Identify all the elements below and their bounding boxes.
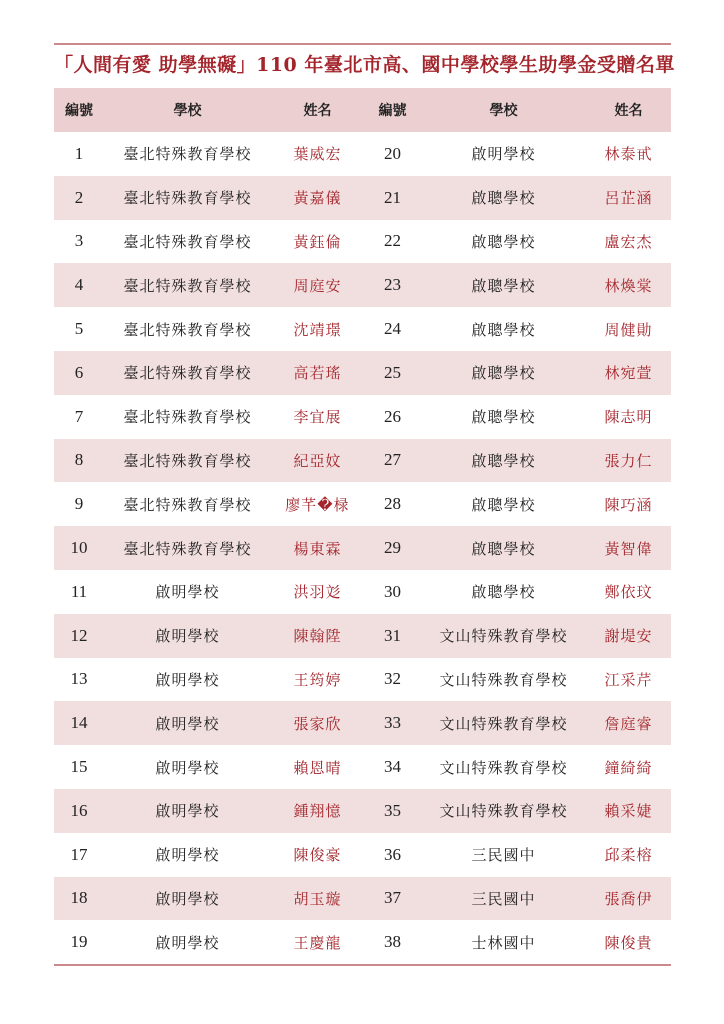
cell-school-right: 啟聰學校 [471, 495, 536, 514]
cell-name-left: 廖芊�椂 [285, 495, 350, 514]
cell-name-left: 黃鈺倫 [293, 232, 342, 251]
cell-name-left: 楊東霖 [293, 539, 342, 558]
cell-name-left: 沈靖璟 [293, 320, 342, 339]
cell-number-right: 22 [384, 231, 401, 251]
cell-number-right: 32 [384, 669, 401, 689]
table-row [54, 877, 671, 921]
cell-number-right: 28 [384, 494, 401, 514]
cell-number-left: 2 [74, 187, 84, 207]
cell-number-left: 13 [70, 669, 88, 689]
cell-school-right: 啟聰學校 [471, 364, 536, 383]
table-row [54, 920, 671, 964]
cell-number-left: 12 [70, 625, 88, 645]
header-number-right: 編號 [378, 103, 407, 119]
cell-name-right: 陳志明 [604, 408, 653, 427]
header-name-right: 姓名 [614, 103, 643, 119]
table-row [54, 658, 671, 702]
cell-name-right: 呂芷涵 [604, 189, 653, 208]
table-row [54, 526, 671, 570]
cell-school-right: 文山特殊教育學校 [439, 714, 568, 733]
table-row [54, 745, 671, 789]
cell-school-left: 啟明學校 [155, 846, 220, 865]
cell-name-left: 周庭安 [293, 276, 342, 295]
cell-school-left: 臺北特殊教育學校 [123, 408, 252, 427]
cell-number-right: 38 [384, 932, 401, 952]
cell-name-left: 陳翰陞 [293, 627, 342, 646]
table-row [54, 263, 671, 307]
cell-number-left: 6 [74, 362, 84, 382]
cell-number-right: 30 [384, 581, 401, 601]
cell-name-left: 鍾翔憶 [293, 802, 342, 821]
cell-name-right: 鄭依玟 [604, 583, 653, 602]
cell-number-left: 5 [74, 319, 84, 339]
table-body [54, 132, 671, 964]
cell-name-left: 張家欣 [293, 714, 342, 733]
table-header [54, 88, 671, 132]
header-name-left: 姓名 [303, 103, 332, 119]
cell-number-left: 16 [70, 800, 88, 820]
table-row [54, 132, 671, 176]
cell-school-right: 啟聰學校 [471, 276, 536, 295]
cell-number-left: 17 [70, 844, 88, 864]
table-row [54, 570, 671, 614]
cell-number-left: 4 [74, 275, 84, 295]
header-school-left: 學校 [173, 103, 202, 119]
cell-name-right: 鐘綺綺 [604, 758, 653, 777]
cell-school-right: 啟聰學校 [471, 232, 536, 251]
header-school-right: 學校 [489, 103, 518, 119]
cell-name-left: 洪羽彣 [293, 583, 342, 602]
cell-school-right: 文山特殊教育學校 [439, 758, 568, 777]
cell-number-right: 25 [384, 362, 401, 382]
cell-name-right: 周健勛 [604, 320, 653, 339]
cell-number-left: 15 [70, 757, 88, 777]
cell-name-right: 江采芹 [604, 670, 653, 689]
cell-number-right: 33 [384, 713, 401, 733]
cell-number-right: 21 [384, 187, 401, 207]
table-row [54, 789, 671, 833]
cell-school-right: 文山特殊教育學校 [439, 802, 568, 821]
cell-name-right: 詹庭睿 [604, 714, 653, 733]
cell-school-left: 啟明學校 [155, 758, 220, 777]
bottom-rule [54, 964, 671, 966]
table-row [54, 307, 671, 351]
cell-number-right: 31 [384, 625, 401, 645]
table-row [54, 351, 671, 395]
cell-school-left: 啟明學校 [155, 670, 220, 689]
table-row [54, 614, 671, 658]
cell-number-left: 8 [74, 450, 84, 470]
cell-name-left: 王慶龍 [293, 933, 342, 952]
table-row [54, 701, 671, 745]
cell-number-right: 24 [384, 319, 401, 339]
cell-name-left: 胡玉璇 [293, 889, 342, 908]
cell-name-right: 黃智偉 [604, 539, 653, 558]
cell-number-left: 9 [74, 494, 84, 514]
cell-number-left: 11 [70, 581, 88, 601]
cell-number-right: 36 [384, 844, 401, 864]
table-row [54, 482, 671, 526]
cell-number-right: 29 [384, 538, 401, 558]
cell-number-left: 3 [74, 231, 84, 251]
table-row [54, 220, 671, 264]
cell-school-left: 啟明學校 [155, 583, 220, 602]
cell-school-right: 啟明學校 [471, 145, 536, 164]
cell-name-left: 高若瑤 [293, 364, 342, 383]
cell-school-left: 啟明學校 [155, 627, 220, 646]
cell-number-left: 18 [70, 888, 88, 908]
cell-school-left: 臺北特殊教育學校 [123, 145, 252, 164]
cell-school-right: 啟聰學校 [471, 583, 536, 602]
cell-school-right: 啟聰學校 [471, 408, 536, 427]
table-row [54, 395, 671, 439]
header-row [54, 88, 671, 132]
cell-school-right: 文山特殊教育學校 [439, 627, 568, 646]
page-title: 「人間有愛 助學無礙」110 年臺北市高、國中學校學生助學金受贈名單 [54, 54, 675, 76]
cell-number-right: 34 [384, 757, 401, 777]
cell-school-right: 三民國中 [471, 889, 536, 908]
cell-name-left: 黃嘉儀 [293, 189, 342, 208]
cell-name-right: 林煥棠 [604, 276, 653, 295]
cell-school-left: 臺北特殊教育學校 [123, 451, 252, 470]
cell-name-right: 林宛萱 [604, 364, 653, 383]
cell-name-right: 林泰甙 [604, 145, 653, 164]
cell-number-left: 14 [70, 713, 88, 733]
cell-school-left: 臺北特殊教育學校 [123, 364, 252, 383]
cell-number-left: 1 [74, 143, 84, 163]
cell-school-right: 文山特殊教育學校 [439, 670, 568, 689]
table-row [54, 439, 671, 483]
table-row [54, 833, 671, 877]
cell-school-left: 臺北特殊教育學校 [123, 276, 252, 295]
cell-name-right: 賴采婕 [604, 802, 653, 821]
cell-name-left: 陳俊豪 [293, 846, 342, 865]
cell-name-right: 張力仁 [604, 451, 653, 470]
cell-number-right: 20 [384, 143, 401, 163]
cell-number-right: 23 [384, 275, 401, 295]
cell-school-right: 三民國中 [471, 846, 536, 865]
cell-name-left: 賴恩晴 [293, 758, 342, 777]
cell-school-right: 啟聰學校 [471, 539, 536, 558]
cell-name-right: 張喬伊 [604, 889, 653, 908]
cell-school-right: 啟聰學校 [471, 451, 536, 470]
header-number-left: 編號 [65, 103, 93, 119]
cell-name-right: 謝堤安 [604, 627, 653, 646]
cell-number-right: 37 [384, 888, 401, 908]
cell-name-right: 邱柔榕 [604, 846, 653, 865]
cell-name-right: 盧宏杰 [604, 232, 653, 251]
cell-school-right: 啟聰學校 [471, 189, 536, 208]
cell-number-left: 19 [70, 932, 88, 952]
cell-name-right: 陳巧涵 [604, 495, 653, 514]
table-row [54, 176, 671, 220]
cell-number-right: 35 [384, 800, 401, 820]
cell-number-left: 10 [70, 538, 88, 558]
recipient-table [54, 88, 671, 964]
cell-school-left: 臺北特殊教育學校 [123, 495, 252, 514]
cell-number-right: 26 [384, 406, 401, 426]
cell-number-left: 7 [74, 406, 84, 426]
cell-name-left: 李宜展 [293, 408, 342, 427]
cell-name-right: 陳俊貴 [604, 933, 653, 952]
cell-school-left: 啟明學校 [155, 802, 220, 821]
cell-school-left: 臺北特殊教育學校 [123, 320, 252, 339]
cell-school-left: 臺北特殊教育學校 [123, 189, 252, 208]
cell-school-right: 士林國中 [471, 933, 536, 952]
top-rule [54, 43, 671, 45]
cell-school-left: 啟明學校 [155, 933, 220, 952]
cell-school-left: 啟明學校 [155, 714, 220, 733]
cell-name-left: 葉威宏 [293, 145, 342, 164]
cell-name-left: 紀亞妏 [293, 451, 342, 470]
cell-school-right: 啟聰學校 [471, 320, 536, 339]
cell-number-right: 27 [384, 450, 401, 470]
cell-school-left: 啟明學校 [155, 889, 220, 908]
cell-school-left: 臺北特殊教育學校 [123, 232, 252, 251]
cell-school-left: 臺北特殊教育學校 [123, 539, 252, 558]
cell-name-left: 王筠婷 [293, 670, 342, 689]
